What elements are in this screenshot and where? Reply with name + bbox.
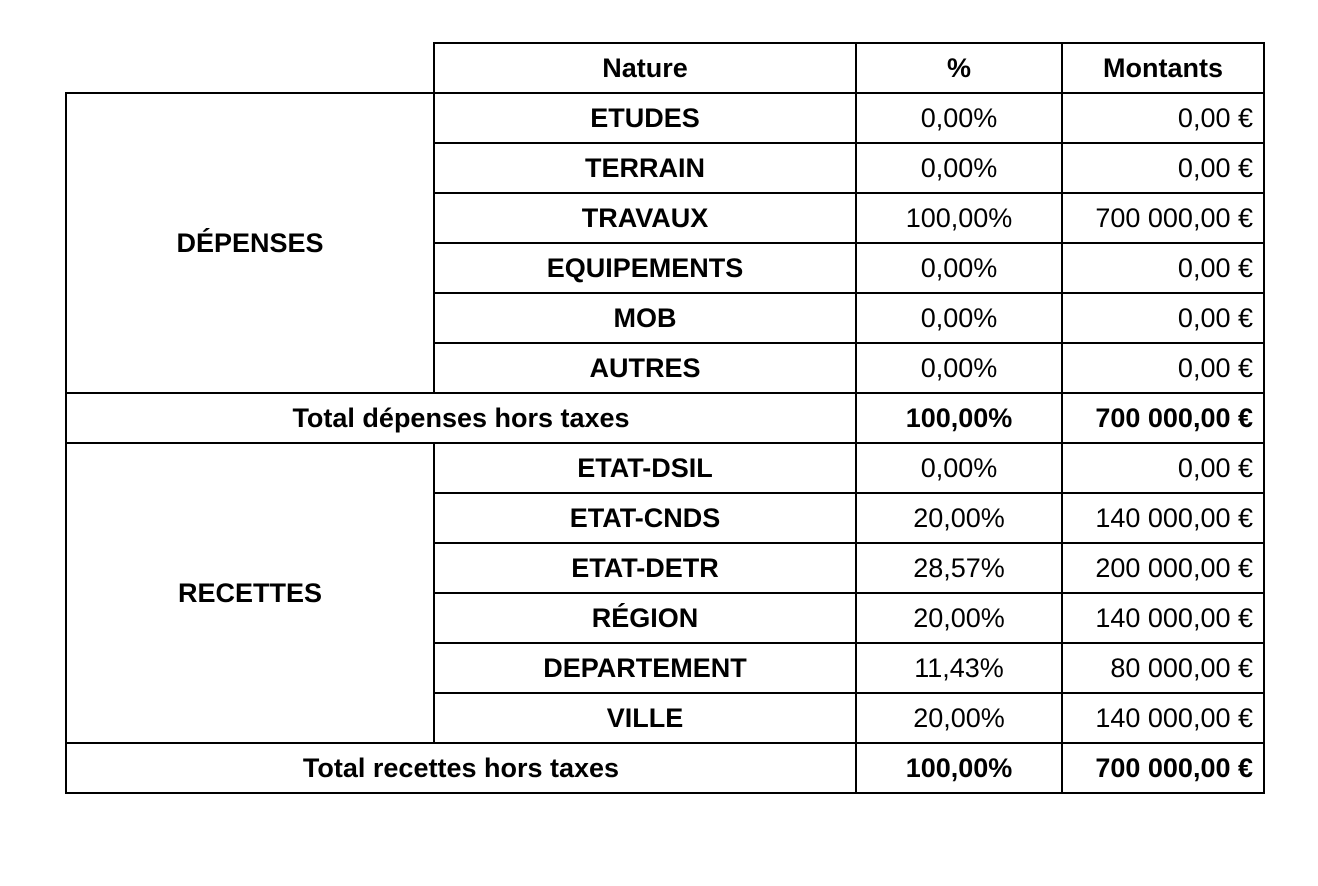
percent-cell: 0,00% (856, 143, 1062, 193)
amount-cell: 0,00 € (1062, 243, 1264, 293)
header-amounts: Montants (1062, 43, 1264, 93)
nature-cell: ETAT-DETR (434, 543, 856, 593)
amount-cell: 700 000,00 € (1062, 193, 1264, 243)
nature-cell: RÉGION (434, 593, 856, 643)
amount-cell: 0,00 € (1062, 143, 1264, 193)
total-recettes-label: Total recettes hors taxes (66, 743, 856, 793)
nature-cell: AUTRES (434, 343, 856, 393)
total-depenses-percent: 100,00% (856, 393, 1062, 443)
recettes-group-label: RECETTES (66, 443, 434, 743)
total-depenses-row (66, 393, 1264, 443)
header-nature: Nature (434, 43, 856, 93)
total-depenses-label: Total dépenses hors taxes (66, 393, 856, 443)
amount-cell: 0,00 € (1062, 443, 1264, 493)
percent-cell: 0,00% (856, 293, 1062, 343)
amount-cell: 140 000,00 € (1062, 593, 1264, 643)
percent-cell: 11,43% (856, 643, 1062, 693)
nature-cell: TRAVAUX (434, 193, 856, 243)
amount-cell: 0,00 € (1062, 343, 1264, 393)
percent-cell: 0,00% (856, 343, 1062, 393)
percent-cell: 100,00% (856, 193, 1062, 243)
nature-cell: EQUIPEMENTS (434, 243, 856, 293)
amount-cell: 0,00 € (1062, 93, 1264, 143)
percent-cell: 0,00% (856, 443, 1062, 493)
total-recettes-amount: 700 000,00 € (1062, 743, 1264, 793)
nature-cell: DEPARTEMENT (434, 643, 856, 693)
amount-cell: 140 000,00 € (1062, 493, 1264, 543)
percent-cell: 20,00% (856, 693, 1062, 743)
table-row (66, 93, 1264, 143)
depenses-group-label: DÉPENSES (66, 93, 434, 393)
percent-cell: 20,00% (856, 493, 1062, 543)
table-row (66, 443, 1264, 493)
nature-cell: ETAT-CNDS (434, 493, 856, 543)
amount-cell: 80 000,00 € (1062, 643, 1264, 693)
nature-cell: VILLE (434, 693, 856, 743)
budget-table (65, 42, 1265, 794)
percent-cell: 28,57% (856, 543, 1062, 593)
percent-cell: 20,00% (856, 593, 1062, 643)
percent-cell: 0,00% (856, 243, 1062, 293)
amount-cell: 140 000,00 € (1062, 693, 1264, 743)
empty-corner-cell (66, 43, 434, 93)
total-recettes-percent: 100,00% (856, 743, 1062, 793)
amount-cell: 200 000,00 € (1062, 543, 1264, 593)
total-recettes-row (66, 743, 1264, 793)
nature-cell: MOB (434, 293, 856, 343)
nature-cell: ETUDES (434, 93, 856, 143)
nature-cell: ETAT-DSIL (434, 443, 856, 493)
header-row (66, 43, 1264, 93)
percent-cell: 0,00% (856, 93, 1062, 143)
amount-cell: 0,00 € (1062, 293, 1264, 343)
header-percent: % (856, 43, 1062, 93)
nature-cell: TERRAIN (434, 143, 856, 193)
total-depenses-amount: 700 000,00 € (1062, 393, 1264, 443)
